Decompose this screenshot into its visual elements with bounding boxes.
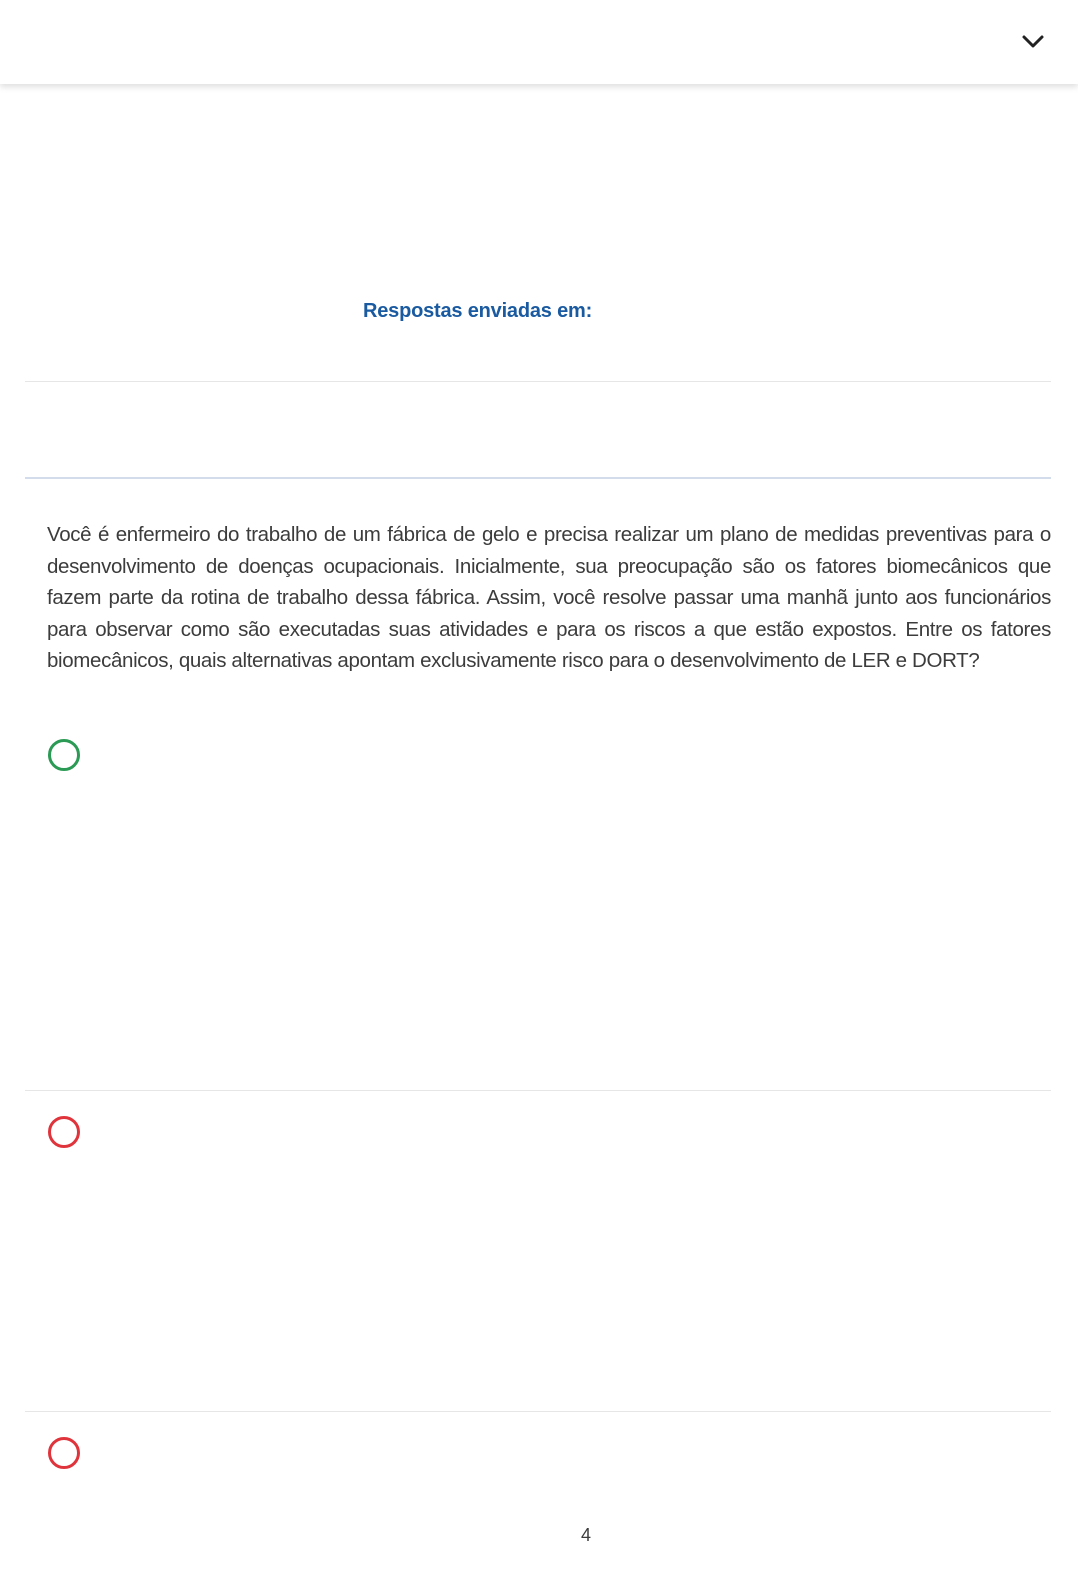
question-divider [25, 477, 1051, 479]
submission-date-label: Respostas enviadas em: [363, 300, 593, 322]
option-divider [25, 1411, 1051, 1412]
top-bar [0, 0, 1078, 84]
question-text: Você é enfermeiro do trabalho de um fábrica de gelo e precisa realizar um plano de medidas preventivas para o desenvolvimento de doenças ocupacionais. Inicialmente, sua preocupação são os fatores biomecânicos que fazem parte da rotina de trabalho dessa fábrica. Assim, você resolve passar uma manhã junto aos funcionários para observar como são executadas suas atividades e para os riscos a que estão expostos. Entre os fatores biomecânicos, quais alternativas apontam exclusivamente risco para o desenvolvimento de LER e DORT? [47, 523, 1051, 672]
option-divider [25, 1090, 1051, 1091]
option-radio-correct[interactable] [48, 739, 80, 771]
option-radio-incorrect[interactable] [48, 1116, 80, 1148]
option-radio-incorrect[interactable] [48, 1437, 80, 1469]
divider [25, 381, 1051, 382]
chevron-down-icon[interactable] [1020, 28, 1046, 54]
page-number: 4 [580, 1525, 591, 1545]
